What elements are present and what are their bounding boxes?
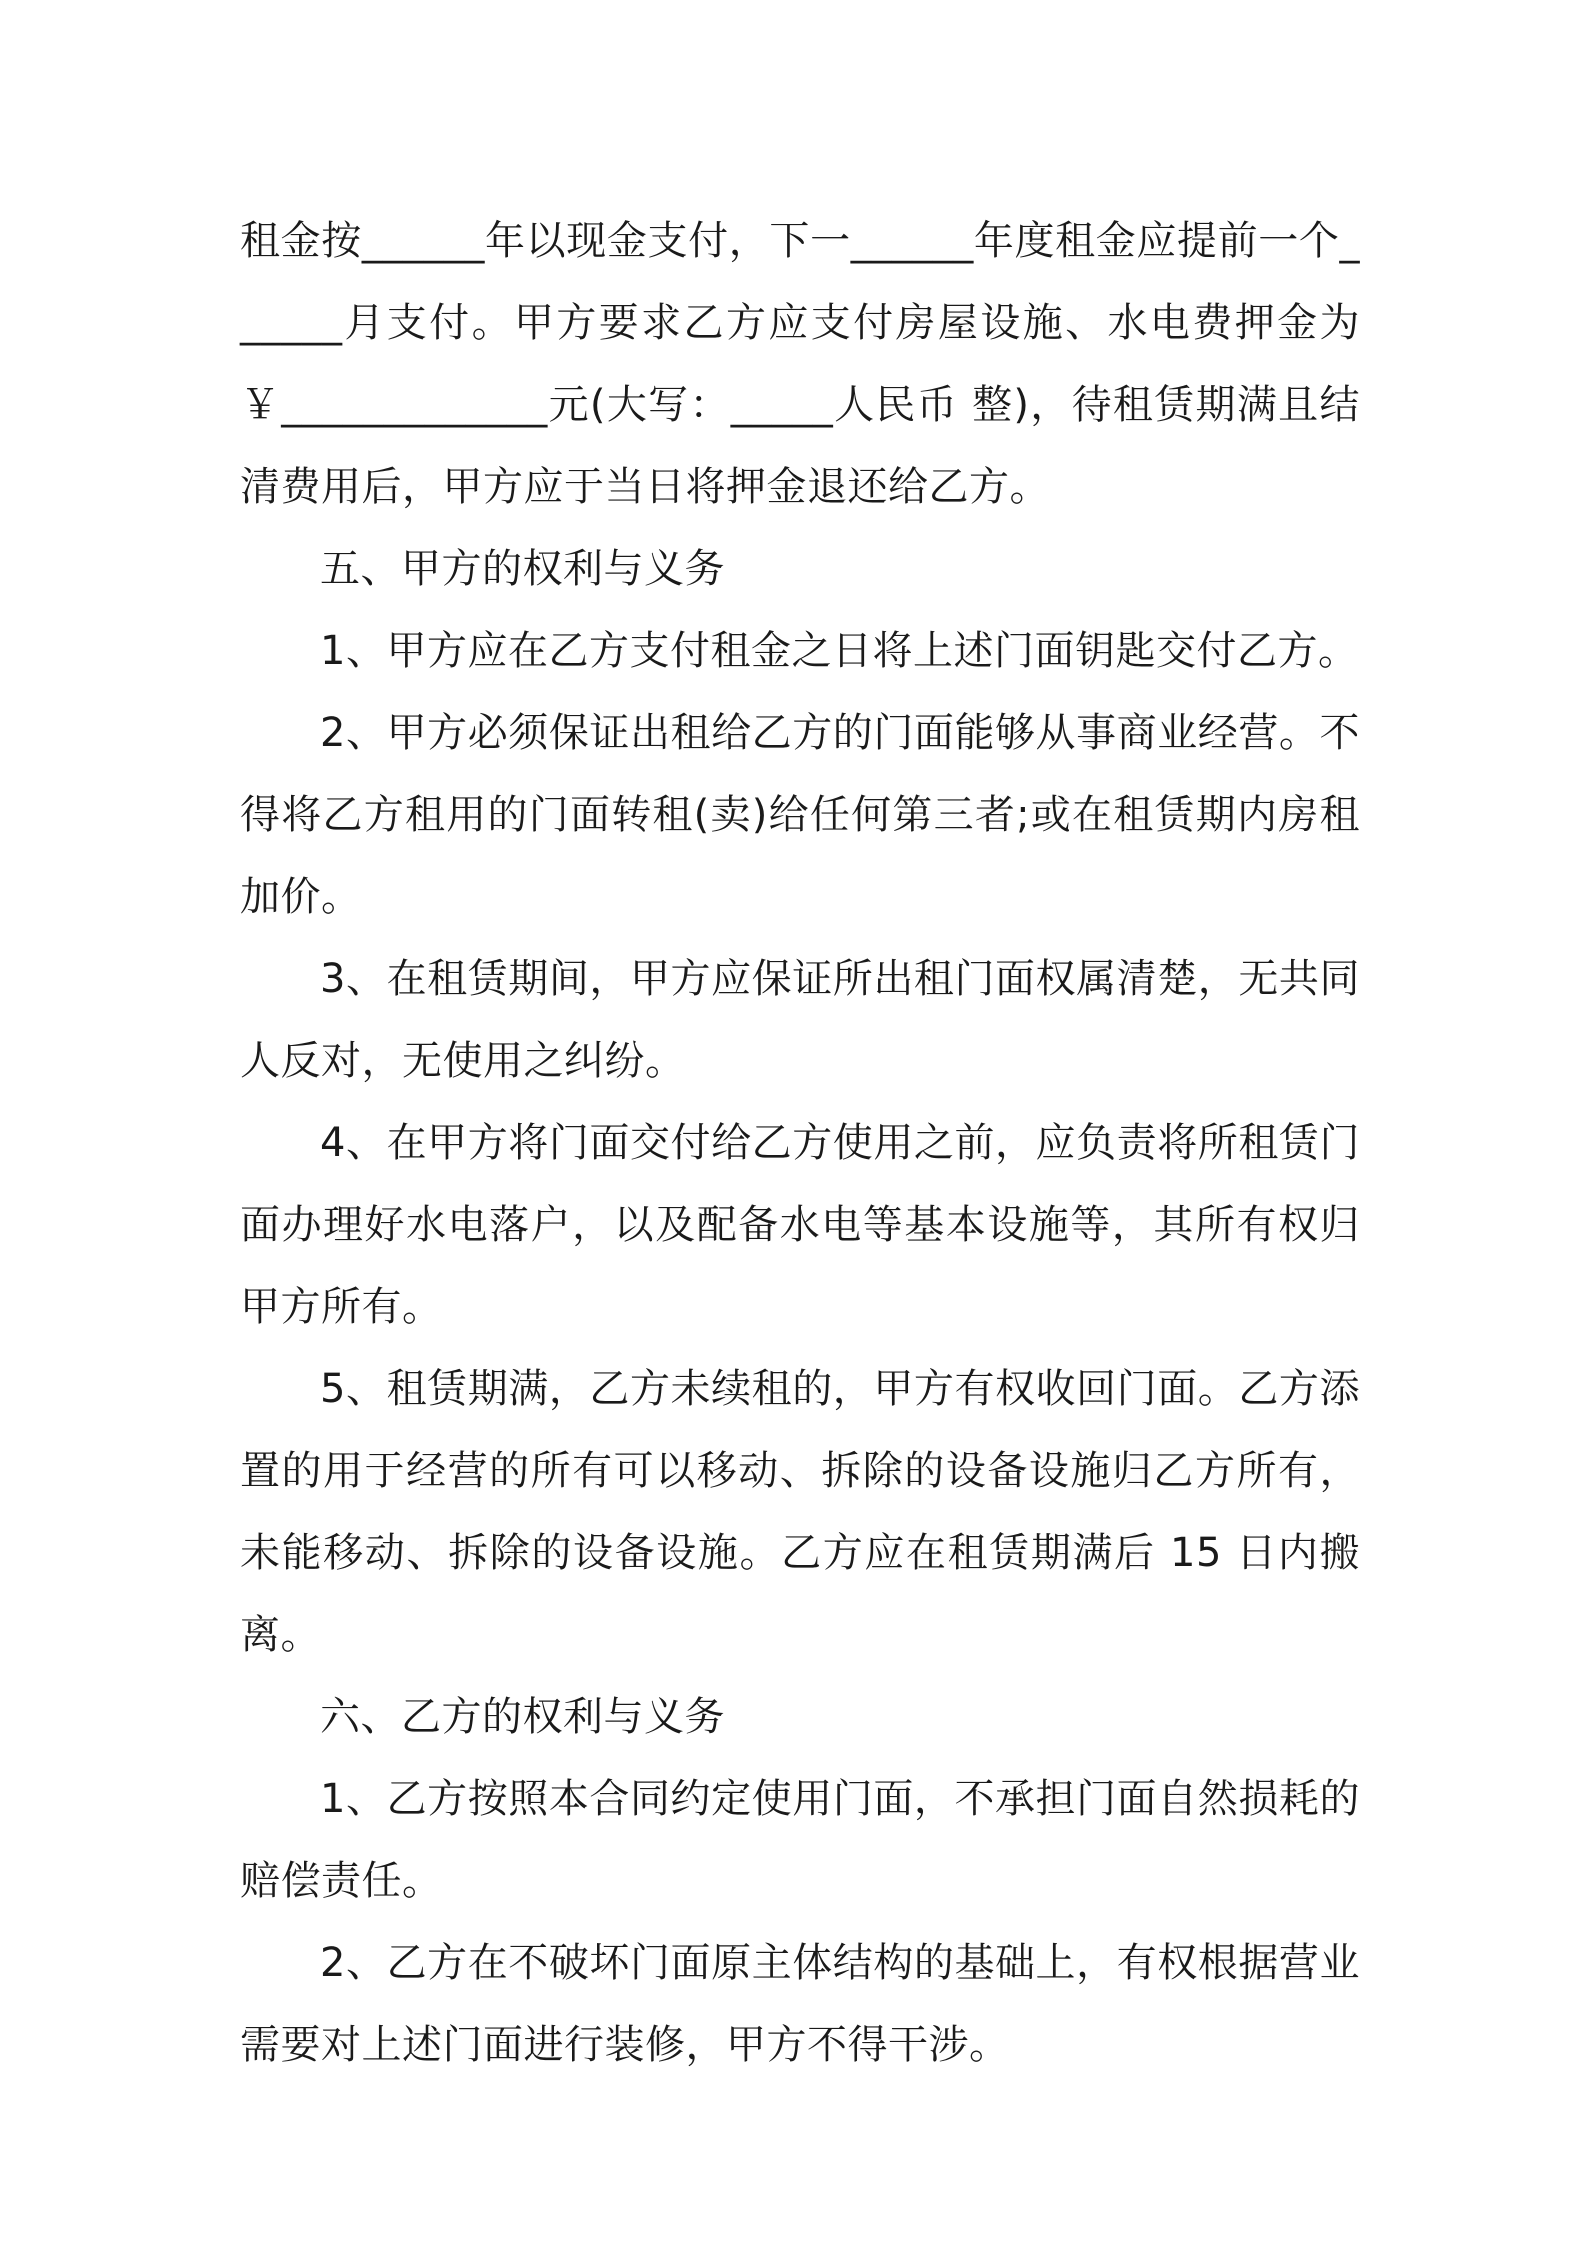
section-heading-party-b-rights: 六、乙方的权利与义务 xyxy=(320,1694,725,1740)
clause-6-1: 1、乙方按照本合同约定使用门面，不承担门面自然损耗的赔偿责任。 xyxy=(240,1776,1360,1904)
clause-5-5: 5、租赁期满，乙方未续租的，甲方有权收回门面。乙方添置的用于经营的所有可以移动、拆除的设备设施归乙方所有，未能移动、拆除的设备设施。乙方应在租赁期满后 15 日内搬离。 xyxy=(240,1366,1360,1658)
section-heading-party-a-rights: 五、甲方的权利与义务 xyxy=(320,546,725,592)
paragraph-rent-payment: 租金按______年以现金支付，下一______年度租金应提前一个______月支付。甲方要求乙方应支付房屋设施、水电费押金为￥_____________元(大写：_____人民币 整)，待租赁期满且结清费用后，甲方应于当日将押金退还给乙方。 xyxy=(240,218,1360,510)
clause-5-4: 4、在甲方将门面交付给乙方使用之前，应负责将所租赁门面办理好水电落户，以及配备水电等基本设施等，其所有权归甲方所有。 xyxy=(240,1120,1360,1330)
clause-6-2: 2、乙方在不破坏门面原主体结构的基础上，有权根据营业需要对上述门面进行装修，甲方不得干涉。 xyxy=(240,1940,1360,2068)
clause-5-2: 2、甲方必须保证出租给乙方的门面能够从事商业经营。不得将乙方租用的门面转租(卖)给任何第三者;或在租赁期内房租加价。 xyxy=(240,710,1360,920)
document-page xyxy=(240,200,1360,2086)
clause-5-3: 3、在租赁期间，甲方应保证所出租门面权属清楚，无共同人反对，无使用之纠纷。 xyxy=(240,956,1360,1084)
clause-5-1: 1、甲方应在乙方支付租金之日将上述门面钥匙交付乙方。 xyxy=(320,628,1359,674)
